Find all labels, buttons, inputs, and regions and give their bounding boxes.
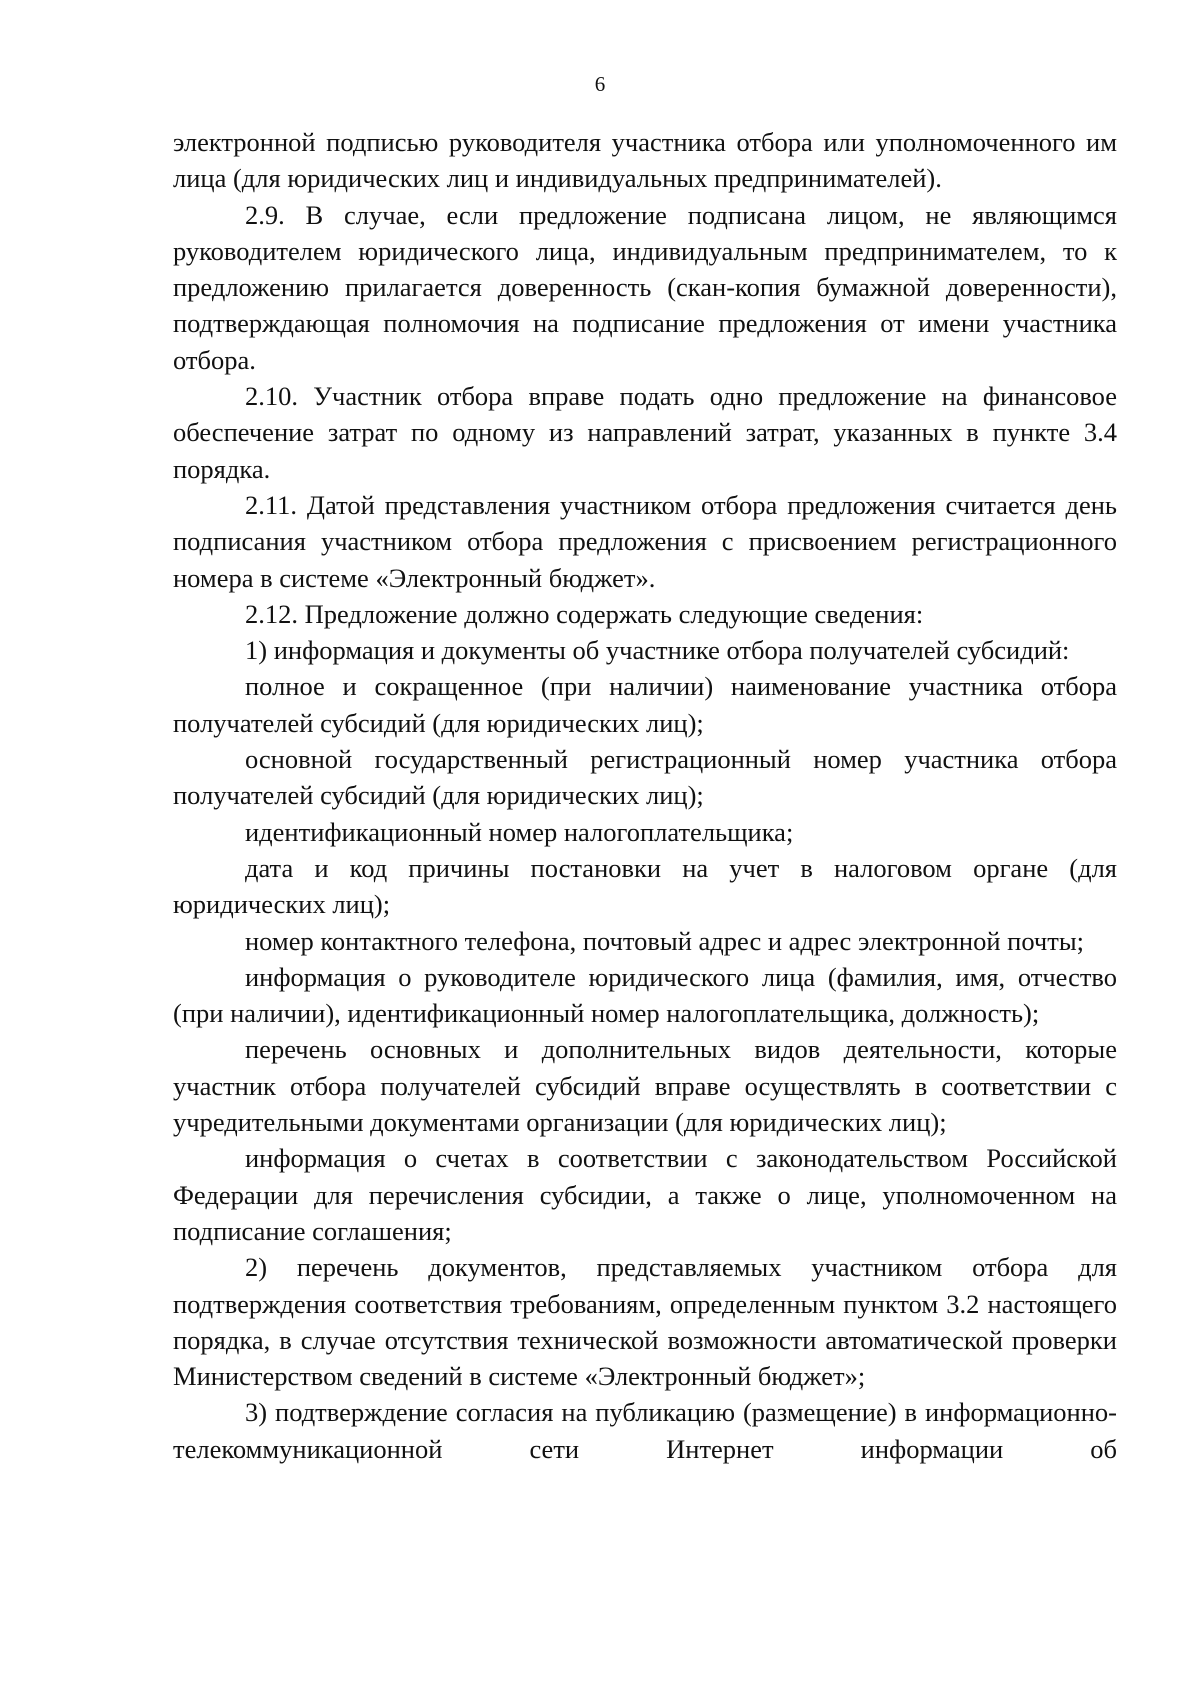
list-item-kpp: дата и код причины постановки на учет в налоговом органе (для юридических лиц);	[173, 852, 1117, 920]
paragraph-2-11: 2.11. Датой представления участником отбора предложения считается день подписания участником отбора предложения с присвоением регистрационного номера в системе «Электронный бюджет».	[173, 489, 1117, 593]
list-item-2: 2) перечень документов, представляемых участником отбора для подтверждения соответствия требованиям, определенным пунктом 3.2 настоящего порядка, в случае отсутствия технической возможности автоматической проверки Министерством сведений в системе «Электронный бюджет»;	[173, 1252, 1117, 1392]
paragraph-2-12: 2.12. Предложение должно содержать следующие сведения:	[245, 598, 924, 629]
list-item-head-info: информация о руководителе юридического лица (фамилия, имя, отчество (при наличии), идентификационный номер налогоплательщика, должность);	[173, 961, 1117, 1029]
paragraph-2-9: 2.9. В случае, если предложение подписана лицом, не являющимся руководителем юридического лица, индивидуальным предпринимателем, то к предложению прилагается доверенность (скан-копия бумажной доверенности), подтверждающая полномочия на подписание предложения от имени участника отбора.	[173, 199, 1117, 375]
page-number: 6	[594, 72, 606, 96]
list-item-full-name: полное и сокращенное (при наличии) наименование участника отбора получателей субсидий (для юридических лиц);	[173, 671, 1117, 738]
list-item-activities: перечень основных и дополнительных видов деятельности, которые участник отбора получателей субсидий вправе осуществлять в соответствии с учредительными документами организации (для юридических лиц);	[173, 1034, 1117, 1138]
list-item-inn: идентификационный номер налогоплательщика;	[245, 816, 794, 847]
list-item-contacts: номер контактного телефона, почтовый адрес и адрес электронной почты;	[245, 925, 1084, 956]
paragraph-signature-continuation: электронной подписью руководителя участника отбора или уполномоченного им лица (для юридических лиц и индивидуальных предпринимателей).	[173, 127, 1117, 194]
list-item-accounts: информация о счетах в соответствии с законодательством Российской Федерации для перечисления субсидии, а также о лице, уполномоченном на подписание соглашения;	[173, 1143, 1117, 1246]
document-body	[173, 124, 1117, 1467]
list-item-1: 1) информация и документы об участнике отбора получателей субсидий:	[245, 635, 1070, 666]
list-item-3: 3) подтверждение согласия на публикацию (размещение) в информационно-телекоммуникационной сети Интернет информации об	[173, 1397, 1117, 1464]
paragraph-2-10: 2.10. Участник отбора вправе подать одно предложение на финансовое обеспечение затрат по одному из направлений затрат, указанных в пункте 3.4 порядка.	[173, 381, 1117, 484]
list-item-ogrn: основной государственный регистрационный номер участника отбора получателей субсидий (для юридических лиц);	[173, 744, 1117, 811]
